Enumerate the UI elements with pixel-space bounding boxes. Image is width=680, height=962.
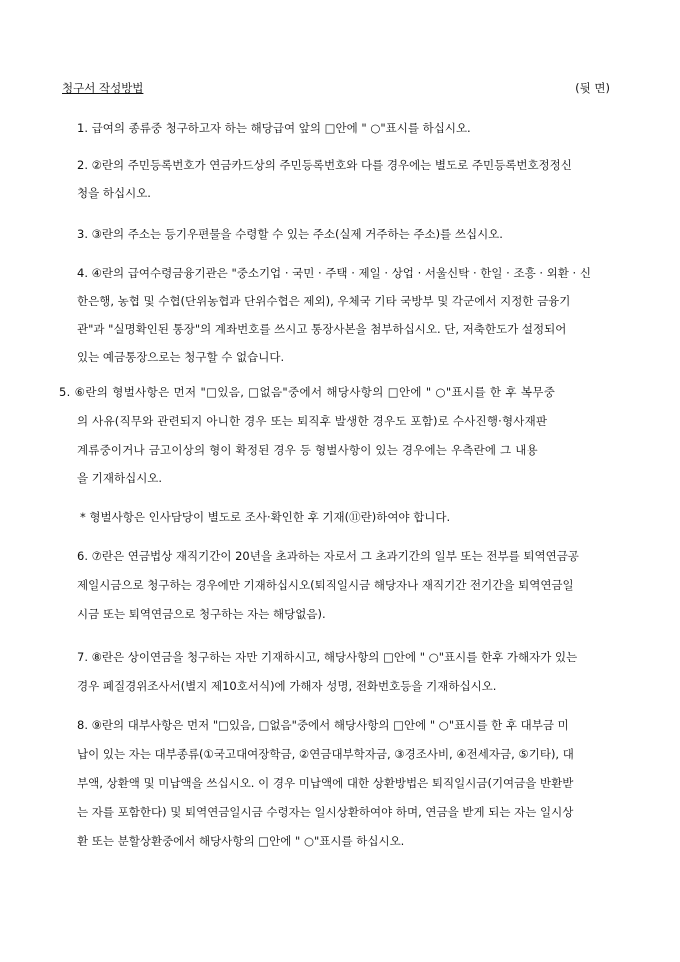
item-8-line-4: 는 자를 포함한다) 및 퇴역연금일시금 수령자는 일시상환하여야 하며, 연금을 받게 되는 자는 일시상 [77,805,574,819]
item-5-line-3: 계류중이거나 금고이상의 형이 확정된 경우 등 형벌사항이 있는 경우에는 우측란에 그 내용 [77,443,538,457]
item-6-line-2: 제일시금으로 청구하는 경우에만 기재하십시오(퇴직일시금 해당자나 재직기간 전기간을 퇴역연금일 [77,578,574,592]
item-7-line-2: 경우 폐질경위조사서(별지 제10호서식)에 가해자 성명, 전화번호등을 기재하십시오. [77,679,497,693]
item-7-line-1: 7. ⑧란은 상이연금을 청구하는 자만 기재하시고, 해당사항의 □안에 " ○"표시를 한후 가해자가 있는 [77,650,578,664]
item-6-line-1: 6. ⑦란은 연금법상 재직기간이 20년을 초과하는 자로서 그 초과기간의 일부 또는 전부를 퇴역연금공 [77,549,579,563]
item-1-line-1: 1. 급여의 종류중 청구하고자 하는 해당급여 앞의 □안에 " ○"표시를 하십시오. [77,121,471,135]
item-5-line-4: 을 기재하십시오. [77,471,163,485]
note-line-1: * 형벌사항은 인사담당이 별도로 조사·확인한 후 기재(⑪란)하여야 합니다. [80,510,451,524]
item-5-line-2: 의 사유(직무와 관련되지 아니한 경우 또는 퇴직후 발생한 경우도 포함)로 수사진행·형사재판 [77,414,548,428]
item-8-line-5: 환 또는 분할상환중에서 해당사항의 □안에 " ○"표시를 하십시오. [77,834,405,848]
item-8-line-2: 납이 있는 자는 대부종류(①국고대여장학금, ②연금대부학자금, ③경조사비, ④전세자금, ⑤기타), 대 [77,747,574,761]
page-header [62,80,610,96]
item-4-line-4: 있는 예금통장으로는 청구할 수 없습니다. [77,350,285,364]
item-6-line-3: 시금 또는 퇴역연금으로 청구하는 자는 해당없음). [77,607,326,621]
item-5-line-1: 5. ⑥란의 형벌사항은 먼저 "□있음, □없음"중에서 해당사항의 □안에 " ○"표시를 한 후 복무중 [59,385,556,399]
page-side-label: (뒷 면) [575,81,610,95]
item-4-line-1: 4. ④란의 급여수령금융기관은 "중소기업 · 국민 · 주택 · 제일 · 상업 · 서울신탁 · 한일 · 조흥 · 외환 · 신 [77,266,591,280]
item-8-line-3: 부액, 상환액 및 미납액을 쓰십시오. 이 경우 미납액에 대한 상환방법은 퇴직일시금(기여금을 반환받 [77,776,574,790]
item-2-line-2: 청을 하십시오. [77,186,151,200]
item-8-line-1: 8. ⑨란의 대부사항은 먼저 "□있음, □없음"중에서 해당사항의 □안에 " ○"표시를 한 후 대부금 미 [77,718,569,732]
page-title: 청구서 작성방법 [62,81,144,95]
item-3-line-1: 3. ③란의 주소는 등기우편물을 수령할 수 있는 주소(실제 거주하는 주소)를 쓰십시오. [77,227,503,241]
item-4-line-2: 한은행, 농협 및 수협(단위농협과 단위수협은 제외), 우체국 기타 국방부 및 각군에서 지정한 금융기 [77,294,571,308]
item-4-line-3: 관"과 "실명확인된 통장"의 계좌번호를 쓰시고 통장사본을 첨부하십시오. 단, 저축한도가 설정되어 [77,322,567,336]
item-2-line-1: 2. ②란의 주민등록번호가 연금카드상의 주민등록번호와 다를 경우에는 별도로 주민등록번호정정신 [77,158,572,172]
